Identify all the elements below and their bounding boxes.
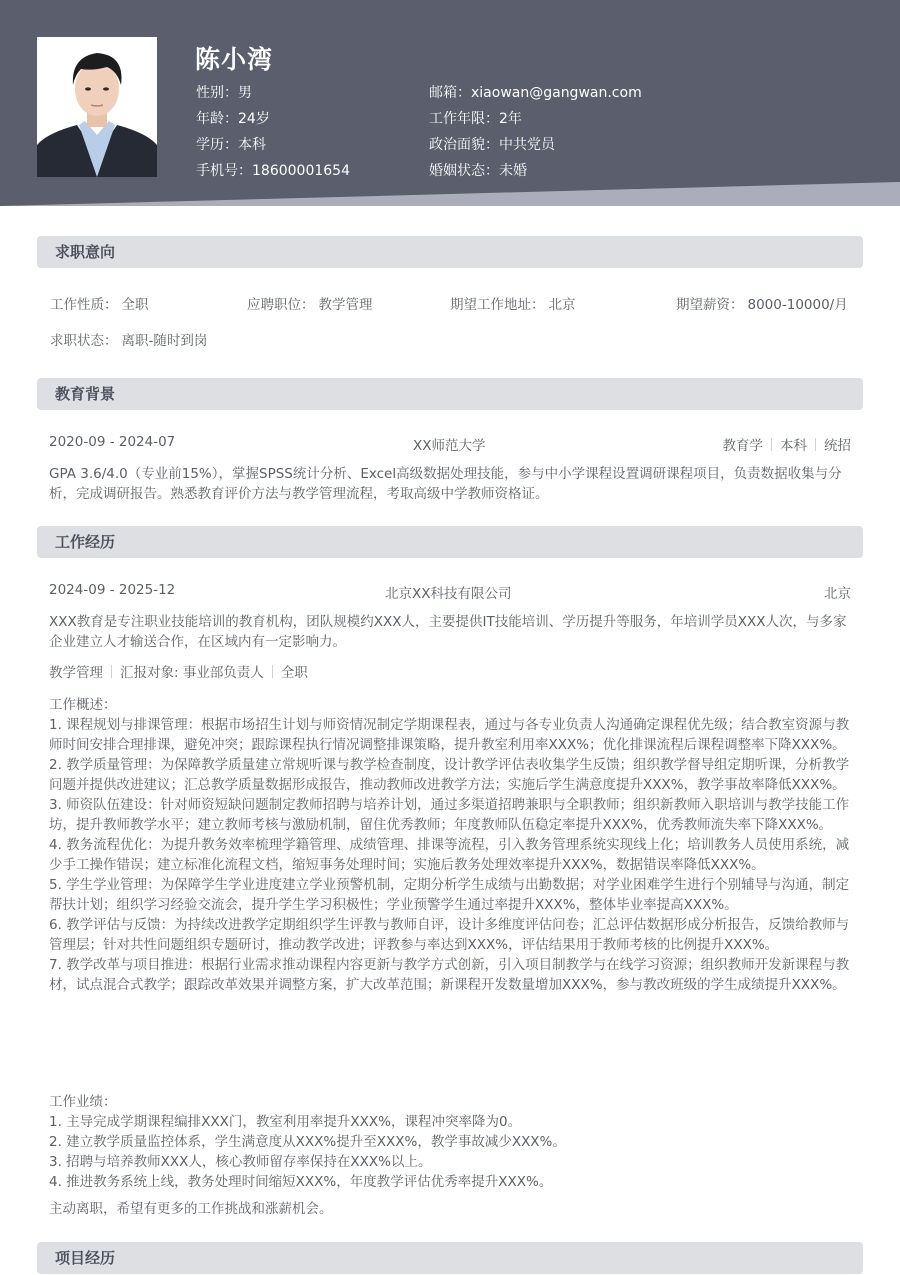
- education-period: 2020-09 - 2024-07: [49, 434, 176, 450]
- work-tags: [49, 661, 308, 681]
- marital-status-value: 未婚: [499, 163, 527, 179]
- overview-title: 工作概述：: [49, 697, 117, 713]
- education-tags: [723, 434, 852, 454]
- email-row: [429, 82, 642, 108]
- email-value: xiaowan@gangwan.com: [471, 85, 642, 101]
- divider: [771, 438, 772, 451]
- marital-status-row: [429, 160, 642, 186]
- role-tag: 教学管理: [49, 665, 103, 681]
- section-title-projects: 项目经历: [37, 1242, 863, 1274]
- achievements-title: 工作业绩：: [49, 1094, 117, 1110]
- overview-item: 7. 教学改革与项目推进：根据行业需求推动课程内容更新与教学方式创新，引入项目制教学与在线学习资源；组织教师开发新课程与教材，试点混合式教学；跟踪改革效果并调整方案，扩大改革范围；新课程开发数量增加XXX%，参与教改班级的学生成绩提升XXX%。: [49, 957, 850, 993]
- job-type-label: 工作性质：: [50, 297, 118, 313]
- overview-item: 4. 教务流程优化：为提升教务效率梳理学籍管理、成绩管理、排课等流程，引入教务管理系统实现线上化；培训教务人员使用系统，减少手工操作错误；建立标准化流程文档，缩短事务处理时间；实施后教务处理效率提升XXX%，数据错误率降低XXX%。: [49, 837, 850, 873]
- achievement-item: 1. 主导完成学期课程编排XXX门，教室利用率提升XXX%，课程冲突率降为0。: [49, 1114, 522, 1130]
- phone-value: 18600001654: [252, 163, 350, 179]
- company-intro: XXX教育是专注职业技能培训的教育机构，团队规模约XXX人，主要提供IT技能培训、学历提升等服务，年培训学员XXX人次，与多家企业建立人才输送合作，在区域内有一定影响力。: [49, 614, 847, 650]
- political-status-row: [429, 134, 642, 160]
- job-status-field: [50, 329, 207, 349]
- employment-type-tag: 全职: [280, 665, 308, 681]
- work-achievements: [49, 1092, 855, 1192]
- position-value: 教学管理: [318, 297, 373, 313]
- overview-item: 1. 课程规划与排课管理：根据市场招生计划与师资情况制定学期课程表，通过与各专业负责人沟通确定课程优先级；结合教室资源与教师时间安排合理排课，避免冲突；跟踪课程执行情况调整排课策略，提升教室利用率XXX%；优化排课流程后课程调整率下降XXX%。: [49, 717, 850, 753]
- basic-info-left: [196, 82, 350, 186]
- work-overview: [49, 695, 855, 995]
- phone-row: [196, 160, 350, 186]
- avatar-photo: [37, 37, 157, 177]
- age-row: [196, 108, 350, 134]
- overview-item: 2. 教学质量管理：为保障教学质量建立常规听课与教学检查制度，设计教学评估表收集学生反馈；组织教学督导组定期听课，分析教学问题并提供改进建议；汇总教学质量数据形成报告，推动教师改进教学方法；实施后学生满意度提升XXX%，教学事故率降低XXX%。: [49, 757, 850, 793]
- achievement-item: 3. 招聘与培养教师XXX人，核心教师留存率保持在XXX%以上。: [49, 1154, 432, 1170]
- degree-row: [196, 134, 350, 160]
- overview-item: 5. 学生学业管理：为保障学生学业进度建立学业预警机制，定期分析学生成绩与出勤数据；对学业困难学生进行个别辅导与沟通，制定帮扶计划；组织学习经验交流会，提升学生学习积极性；学业预警学生通过率提升XXX%，整体毕业率提高XXX%。: [49, 877, 850, 913]
- work-years-label: 工作年限：: [429, 111, 499, 127]
- basic-info-right: [429, 82, 642, 186]
- location-field: [450, 293, 576, 313]
- education-description: GPA 3.6/4.0（专业前15%），掌握SPSS统计分析、Excel高级数据处理技能，参与中小学课程设置调研课程项目，负责数据收集与分析，完成调研报告。熟悉教育评价方法与教学管理流程，考取高级中学教师资格证。: [49, 466, 842, 502]
- age-label: 年龄：: [196, 111, 238, 127]
- divider: [111, 665, 112, 678]
- section-title-work-experience: 工作经历: [37, 526, 863, 558]
- school-name: XX师范大学: [413, 438, 486, 454]
- achievement-item: 4. 推进教务系统上线，教务处理时间缩短XXX%，年度教学评估优秀率提升XXX%。: [49, 1174, 553, 1190]
- job-type-value: 全职: [121, 297, 149, 313]
- position-label: 应聘职位：: [247, 297, 315, 313]
- phone-label: 手机号：: [196, 163, 252, 179]
- job-status-label: 求职状态：: [50, 333, 118, 349]
- overview-item: 3. 师资队伍建设：针对师资短缺问题制定教师招聘与培养计划，通过多渠道招聘兼职与全职教师；组织新教师入职培训与教学技能工作坊，提升教师教学水平；建立教师考核与激励机制，留住优秀教师；年度教师队伍稳定率提升XXX%，优秀教师流失率下降XXX%。: [49, 797, 850, 833]
- work-location: 北京: [824, 586, 851, 602]
- major-tag: 教育学: [722, 438, 763, 454]
- enrollment-tag: 统招: [824, 438, 851, 454]
- degree-value: 本科: [238, 137, 266, 153]
- job-status-value: 离职-随时到岗: [121, 333, 208, 349]
- email-label: 邮箱：: [429, 85, 471, 101]
- age-value: 24岁: [238, 111, 270, 127]
- gender-row: [196, 82, 350, 108]
- section-title-education: 教育背景: [37, 378, 863, 410]
- position-field: [247, 293, 373, 313]
- overview-item: 6. 教学评估与反馈：为持续改进教学定期组织学生评教与教师自评，设计多维度评估问卷；汇总评估数据形成分析报告，反馈给教师与管理层；针对共性问题组织专题研讨，推动教学改进；评教参与率达到XXX%，评估结果用于教师考核的比例提升XXX%。: [49, 917, 850, 953]
- work-period: 2024-09 - 2025-12: [49, 582, 176, 598]
- leave-reason: 主动离职，希望有更多的工作挑战和涨薪机会。: [49, 1201, 333, 1217]
- achievement-item: 2. 建立教学质量监控体系，学生满意度从XXX%提升至XXX%，教学事故减少XXX%。: [49, 1134, 566, 1150]
- location-value: 北京: [548, 297, 576, 313]
- salary-value: 8000-10000/月: [747, 297, 848, 313]
- degree-tag: 本科: [780, 438, 807, 454]
- job-type-field: [50, 293, 149, 313]
- gender-label: 性别：: [196, 85, 238, 101]
- candidate-name: 陈小湾: [195, 45, 274, 74]
- report-to-tag: 汇报对象: 事业部负责人: [120, 665, 264, 681]
- location-label: 期望工作地址：: [450, 297, 545, 313]
- political-status-label: 政治面貌：: [429, 137, 499, 153]
- resume-header: [0, 0, 900, 206]
- divider: [272, 665, 273, 678]
- marital-status-label: 婚姻状态：: [429, 163, 499, 179]
- company-name: 北京XX科技有限公司: [385, 586, 512, 602]
- section-title-job-intention: 求职意向: [37, 236, 863, 268]
- work-years-value: 2年: [499, 111, 522, 127]
- gender-value: 男: [238, 85, 252, 101]
- work-years-row: [429, 108, 642, 134]
- salary-label: 期望薪资：: [676, 297, 744, 313]
- degree-label: 学历：: [196, 137, 238, 153]
- political-status-value: 中共党员: [499, 137, 555, 153]
- salary-field: [676, 293, 848, 313]
- divider: [815, 438, 816, 451]
